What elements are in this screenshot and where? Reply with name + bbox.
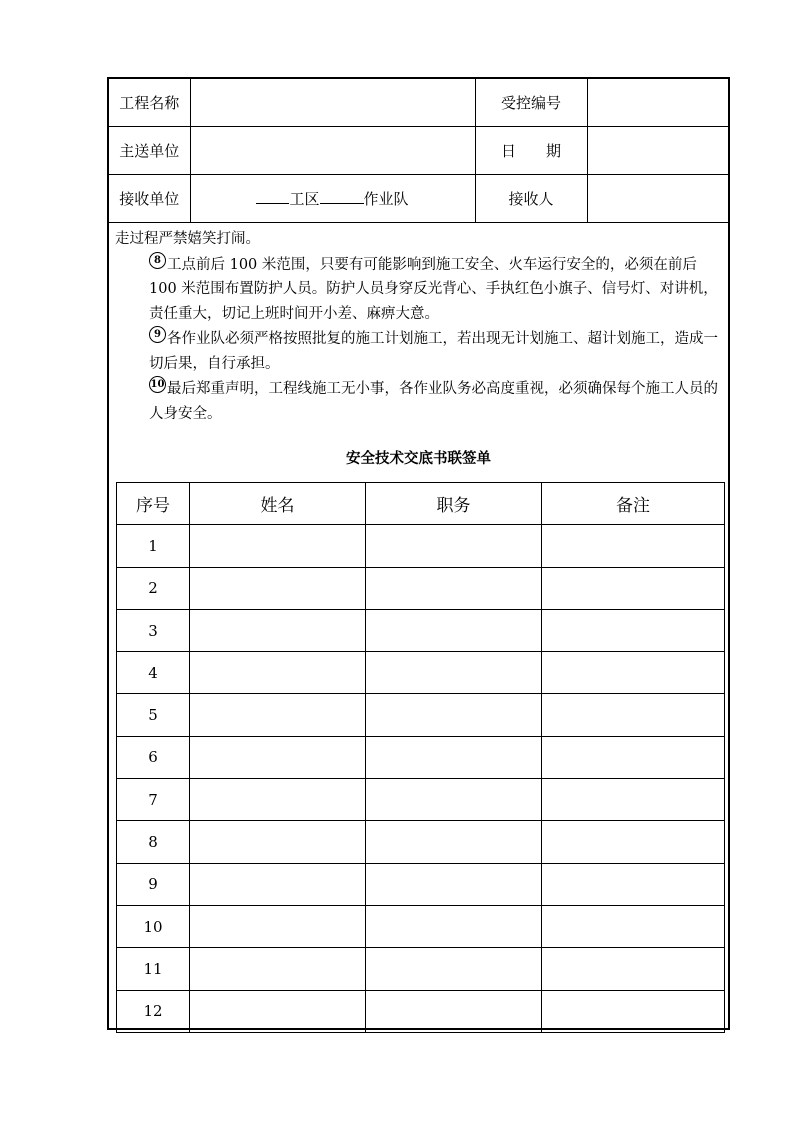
circled-number-10: 10 <box>149 376 166 393</box>
table-row <box>117 905 725 947</box>
work-area-text: 工区 <box>289 190 320 208</box>
row-number: 12 <box>117 990 190 1032</box>
item-10 <box>115 376 727 426</box>
control-no-field[interactable] <box>587 79 728 127</box>
table-row <box>117 863 725 905</box>
row-number: 11 <box>117 948 190 990</box>
remark-cell[interactable] <box>542 652 725 694</box>
remark-cell[interactable] <box>542 863 725 905</box>
position-cell[interactable] <box>366 652 542 694</box>
sender-field[interactable] <box>190 127 475 175</box>
remark-cell[interactable] <box>542 948 725 990</box>
receiver-unit-label: 接收单位 <box>109 175 190 223</box>
name-cell[interactable] <box>190 990 366 1032</box>
table-row <box>117 694 725 736</box>
remark-cell[interactable] <box>542 905 725 947</box>
name-cell[interactable] <box>190 905 366 947</box>
name-cell[interactable] <box>190 779 366 821</box>
table-row <box>117 567 725 609</box>
body-line-0: 走过程严禁嬉笑打闹。 <box>115 231 260 247</box>
position-cell[interactable] <box>366 821 542 863</box>
position-cell[interactable] <box>366 694 542 736</box>
table-row <box>117 990 725 1032</box>
header-row-project <box>109 79 728 127</box>
name-cell[interactable] <box>190 948 366 990</box>
date-label: 日 期 <box>475 127 587 175</box>
remark-cell[interactable] <box>542 821 725 863</box>
item-10-text: 最后郑重声明，工程线施工无小事，各作业队务必高度重视，必须确保每个施工人员的人身安全。 <box>149 381 718 422</box>
row-number: 10 <box>117 905 190 947</box>
team-text: 作业队 <box>363 190 409 208</box>
row-number: 7 <box>117 779 190 821</box>
item-9 <box>115 326 727 376</box>
row-number: 1 <box>117 525 190 567</box>
table-row <box>117 652 725 694</box>
name-cell[interactable] <box>190 525 366 567</box>
position-cell[interactable] <box>366 990 542 1032</box>
row-number: 6 <box>117 736 190 778</box>
table-row <box>117 779 725 821</box>
remark-cell[interactable] <box>542 736 725 778</box>
name-cell[interactable] <box>190 821 366 863</box>
column-header-remark: 备注 <box>542 483 725 525</box>
document-frame <box>107 77 730 1030</box>
remark-cell[interactable] <box>542 779 725 821</box>
team-blank[interactable] <box>320 189 364 204</box>
date-field[interactable] <box>587 127 728 175</box>
row-number: 9 <box>117 863 190 905</box>
control-no-label: 受控编号 <box>475 79 587 127</box>
item-8-text: 工点前后 100 米范围，只要有可能影响到施工安全、火车运行安全的，必须在前后 100 米范围布置防护人员。防护人员身穿反光背心、手执红色小旗子、信号灯、对讲机，责任重大，切记上班时间开小差、麻痹大意。 <box>149 256 718 322</box>
table-row <box>117 948 725 990</box>
row-number: 5 <box>117 694 190 736</box>
sender-label: 主送单位 <box>109 127 190 175</box>
table-row <box>117 609 725 651</box>
row-number: 2 <box>117 567 190 609</box>
column-header-no: 序号 <box>117 483 190 525</box>
remark-cell[interactable] <box>542 990 725 1032</box>
name-cell[interactable] <box>190 567 366 609</box>
remark-cell[interactable] <box>542 525 725 567</box>
position-cell[interactable] <box>366 567 542 609</box>
header-row-sender <box>109 127 728 175</box>
row-number: 8 <box>117 821 190 863</box>
position-cell[interactable] <box>366 736 542 778</box>
name-cell[interactable] <box>190 652 366 694</box>
row-number: 3 <box>117 609 190 651</box>
item-8 <box>115 252 727 327</box>
name-cell[interactable] <box>190 609 366 651</box>
sign-sheet-table <box>116 482 725 1033</box>
position-cell[interactable] <box>366 609 542 651</box>
remark-cell[interactable] <box>542 609 725 651</box>
remark-cell[interactable] <box>542 567 725 609</box>
project-name-field[interactable] <box>190 79 475 127</box>
receiver-unit-field[interactable] <box>190 175 475 223</box>
project-name-label: 工程名称 <box>109 79 190 127</box>
position-cell[interactable] <box>366 779 542 821</box>
row-number: 4 <box>117 652 190 694</box>
position-cell[interactable] <box>366 525 542 567</box>
sign-sheet-title: 安全技术交底书联签单 <box>346 450 491 467</box>
receiver-label: 接收人 <box>475 175 587 223</box>
item-9-text: 各作业队必须严格按照批复的施工计划施工，若出现无计划施工、超计划施工，造成一切后果，自行承担。 <box>149 331 718 372</box>
table-row <box>117 525 725 567</box>
table-row <box>117 736 725 778</box>
position-cell[interactable] <box>366 905 542 947</box>
position-cell[interactable] <box>366 948 542 990</box>
column-header-name: 姓名 <box>190 483 366 525</box>
receiver-field[interactable] <box>587 175 728 223</box>
name-cell[interactable] <box>190 863 366 905</box>
remark-cell[interactable] <box>542 694 725 736</box>
sign-sheet-header-row <box>117 483 725 525</box>
work-area-blank[interactable] <box>256 189 289 204</box>
table-row <box>117 821 725 863</box>
name-cell[interactable] <box>190 694 366 736</box>
circled-number-9: 9 <box>149 326 166 343</box>
name-cell[interactable] <box>190 736 366 778</box>
body-text <box>115 227 727 426</box>
header-table <box>109 79 728 223</box>
circled-number-8: 8 <box>149 252 166 269</box>
header-row-receiver <box>109 175 728 223</box>
column-header-position: 职务 <box>366 483 542 525</box>
position-cell[interactable] <box>366 863 542 905</box>
